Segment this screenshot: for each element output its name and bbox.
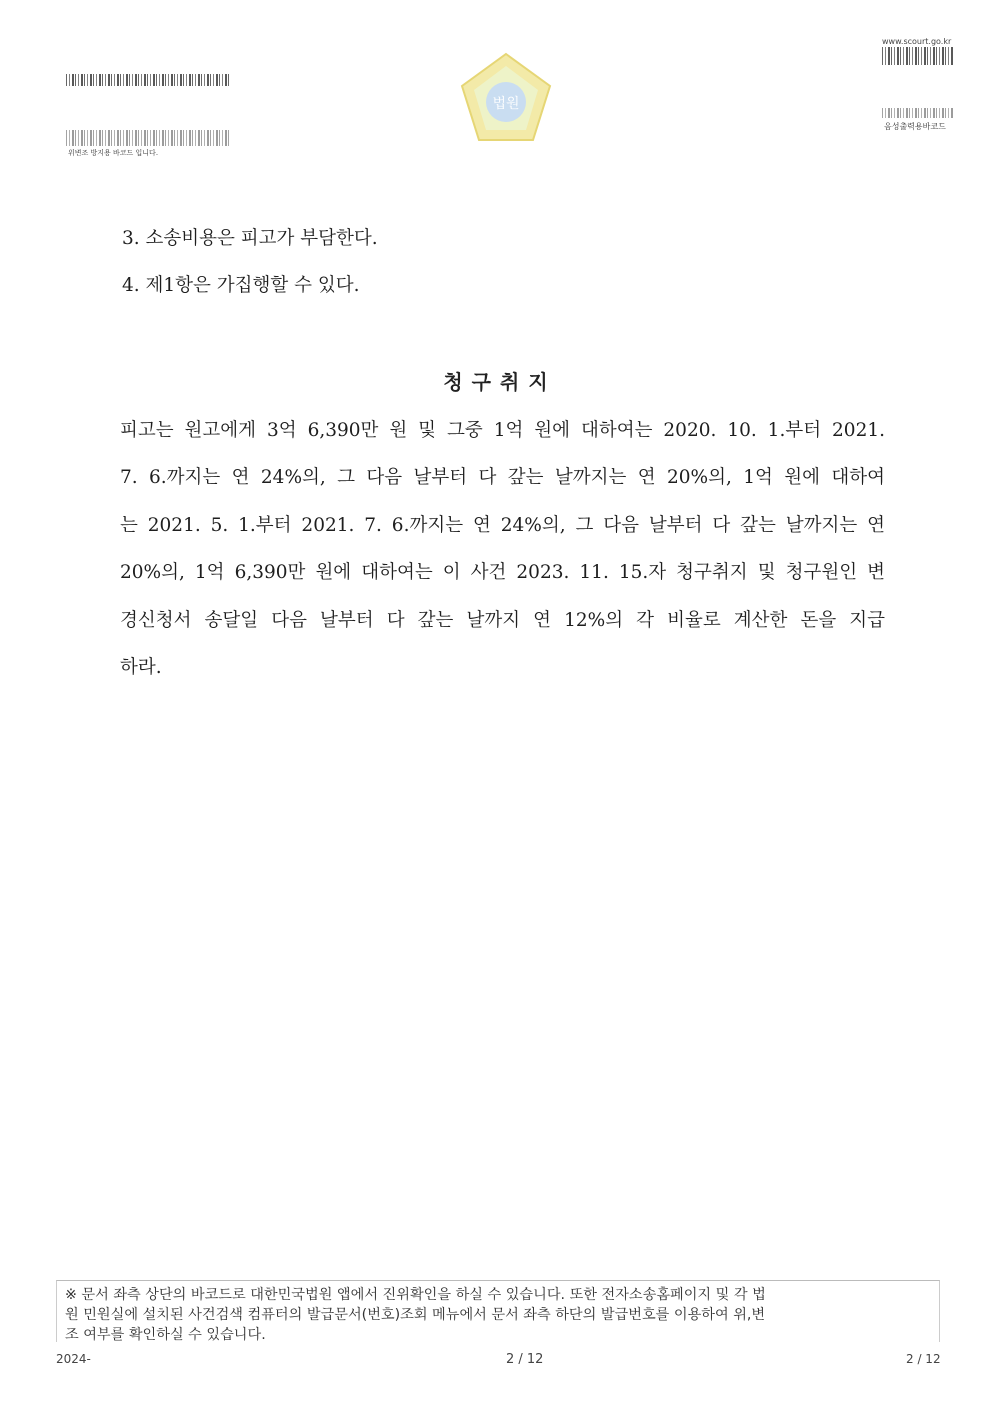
top-right-barcode [882,47,954,65]
claim-line-1: 피고는 원고에게 3억 6,390만 원 및 그중 1억 원에 대하여는 2020. 10. 1.부터 2021. [120,420,885,441]
notice-line-3: 조 여부를 확인하실 수 있습니다. [65,1327,266,1343]
audio-barcode [882,108,954,118]
claim-line-2: 7. 6.까지는 연 24%의, 그 다음 날부터 다 갚는 날까지는 연 20%의, 1억 원에 대하여 [120,467,885,488]
notice-line-1: ※ 문서 좌측 상단의 바코드로 대한민국법원 앱에서 진위확인을 하실 수 있습니다. 또한 전자소송홈페이지 및 각 법 [65,1287,766,1303]
top-left-barcode-block [66,74,232,158]
court-emblem [460,52,552,144]
page-number-right: 2 / 12 [906,1352,941,1366]
barcode-caption-right: 음성출력용바코드 [884,122,946,131]
section-title: 청구취지 [443,370,557,394]
notice-line-2: 원 민원실에 설치된 사건검색 컴퓨터의 발급문서(번호)조회 메뉴에서 문서 좌측 하단의 발급번호를 이용하여 위,변 [65,1307,766,1323]
issue-number: 2024- [56,1352,91,1366]
security-barcode [66,130,231,146]
verification-notice [56,1280,940,1342]
claim-line-3: 는 2021. 5. 1.부터 2021. 7. 6.까지는 연 24%의, 그 다음 날부터 다 갚는 날까지는 연 [120,515,885,536]
upper-barcode [66,74,231,86]
item-4: 4. 제1항은 가집행할 수 있다. [122,275,360,296]
emblem-text: 법원 [492,96,520,112]
page-number-center: 2 / 12 [506,1352,544,1367]
item-3: 3. 소송비용은 피고가 부담한다. [122,228,378,249]
barcode-caption-left: 위변조 방지용 바코드 입니다. [68,149,159,157]
claim-line-4: 20%의, 1억 6,390만 원에 대하여는 이 사건 2023. 11. 15.자 청구취지 및 청구원인 변 [120,562,885,583]
site-url: www.scourt.go.kr [882,37,952,46]
claim-line-5: 경신청서 송달일 다음 날부터 다 갚는 날까지 연 12%의 각 비율로 계산한 돈을 지급 [120,610,885,631]
claim-line-6: 하라. [120,657,162,678]
